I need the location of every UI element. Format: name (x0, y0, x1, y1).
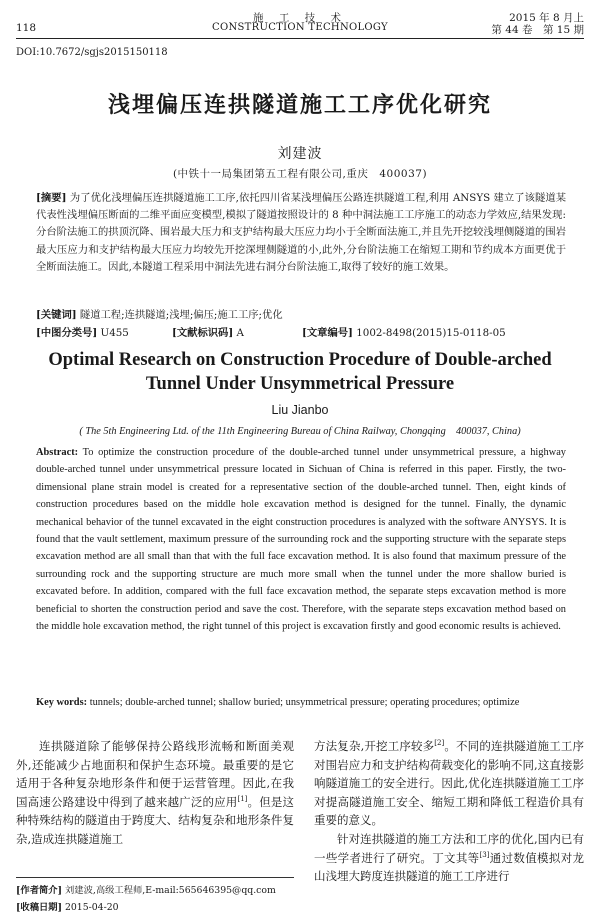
citation-3[interactable]: [3] (479, 850, 490, 859)
received-date-text: 2015-04-20 (64, 902, 119, 913)
issue-date: 2015 年 8 月上 (509, 12, 584, 24)
keywords-cn (36, 306, 566, 321)
journal-name-en: CONSTRUCTION TECHNOLOGY (212, 22, 388, 33)
article-label: [文章编号] (302, 327, 353, 339)
author-bio-text: 刘建波,高级工程师,E-mail:565646395@qq.com (64, 885, 276, 896)
keywords-en (36, 694, 566, 711)
right-para-1 (314, 737, 584, 830)
clc-label: [中图分类号] (36, 327, 98, 339)
citation-2[interactable]: [2] (434, 739, 445, 748)
doc-value: A (236, 327, 244, 339)
intro-text-b: 。但是这种特殊结构的隧道由于跨度大、结构复杂和地形条件复杂,造成连拱隧道施工 (16, 794, 295, 846)
keywords-cn-text: 隧道工程;连拱隧道;浅埋;偏压;施工工序;优化 (79, 309, 283, 321)
right-para-2-a: 针对连拱隧道的施工方法和工序的优化,国内已有一些学者进行了研究。丁文其等 (314, 831, 584, 865)
body-left-column (16, 737, 294, 849)
author-bio (16, 882, 306, 896)
abstract-cn-text: 为了优化浅埋偏压连拱隧道施工工序,依托四川省某浅埋偏压公路连拱隧道工程,利用 ANSYS 建立了该隧道某代表性浅埋偏压断面的二维平面应变模型,模拟了隧道按照设计的 8 种中洞法施工工序施工的动态力学效应,结果发现:分台阶法施工的拱顶沉降、围岩最大压力和支护结构最大压应力均小于全断面法施工,并且先开挖较浅埋侧隧道的围岩最大压应力和支护结构最大压应力均较先开挖深埋侧隧道的小,此外,分台阶法施工在缩短工期和节约成本方面更优于全断面法施工。因此,本隧道工程采用中洞法先进右洞分台阶法施工,取得了较好的施工效果。 (36, 192, 566, 273)
article-value: 1002-8498(2015)15-0118-05 (356, 327, 506, 339)
right-para-2-b: 通过数值模拟对龙山浅埋大跨度连拱隧道的施工工序进行 (314, 850, 585, 884)
page-number: 118 (16, 22, 37, 34)
doc-code (172, 324, 244, 339)
right-para-1-b: 。不同的连拱隧道施工工序对围岩应力和支护结构荷载变化的影响不同,这直接影响隧道施工的安全进行。因此,优化连拱隧道施工工序对提高隧道施工安全、缩短工期和降低工程造价具有重要的意义。 (314, 739, 585, 828)
title-en (0, 348, 600, 396)
keywords-en-label: Key words: (36, 697, 88, 708)
title-en-line2: Tunnel Under Unsymmetrical Pressure (145, 374, 455, 394)
citation-1[interactable]: [1] (237, 794, 248, 803)
clc-value: U455 (100, 327, 129, 339)
affiliation-cn: (中铁十一局集团第五工程有限公司,重庆 400037) (172, 168, 428, 180)
body-right-column (314, 737, 584, 886)
clc-number (36, 324, 129, 339)
affiliation-en: ( The 5th Engineering Ltd. of the 11th Engineering Bureau of China Railway, Chongqing 400037, China) (79, 426, 521, 437)
doc-label: [文献标识码] (172, 327, 234, 339)
right-para-1-a: 方法复杂,开挖工序较多 (314, 739, 435, 753)
abstract-en-label: Abstract: (36, 447, 79, 458)
header-rule (16, 38, 584, 39)
title-en-line1: Optimal Research on Construction Procedure of Double-arched (48, 350, 552, 370)
journal-name-cn: 施 工 技 术 (252, 12, 347, 24)
keywords-cn-label: [关键词] (36, 309, 77, 321)
abstract-en-text: To optimize the construction procedure of the double-arched tunnel under unsymmetrical pressure, a highway double-arched tunnel under unsymmetrical pressure located in Sichuan of China is referred in this paper. Firstly, the two-dimensional plane strain model is created for a representative section of the double-arched tunnel. Then, eight kinds of construction procedures based on the middle hole excavation method is designed for the tunnel. Finally, the dynamic mechanical behavior of the tunnel excavated in the eight construction procedures is analyzed with the software ANYSYS. It is found that the vault settlement, maximum pressure of the surrounding rock and the supporting structure with the separate steps excavation method are all small than that with the full face excavation method. It is also found that maximum pressure of the surrounding rock and the supporting structure are much more small when the tunnel under the more shallow buried is excavated before. In addition, compared with the full face excavation method, the separate steps excavation method is more beneficial to shorten the construction period and save the cost. Therefore, with the separate steps excavation method based on the middle hole excavation method, the right tunnel of this project is excavation firstly and good economic results is achieved. (36, 447, 566, 633)
abstract-en (36, 444, 566, 635)
article-number (302, 324, 506, 339)
abstract-cn-label: [摘要] (36, 192, 67, 204)
footnote-rule (16, 877, 294, 878)
doi: DOI:10.7672/sgjs2015150118 (16, 47, 168, 58)
received-date-label: [收稿日期] (16, 902, 62, 913)
received-date (16, 899, 306, 913)
running-header (16, 10, 584, 36)
author-cn: 刘建波 (277, 146, 323, 162)
volume-issue: 第 44 卷 第 15 期 (491, 24, 584, 36)
keywords-en-text: tunnels; double-arched tunnel; shallow buried; unsymmetrical pressure; operating procedures; optimize (89, 697, 520, 708)
intro-text-a: 连拱隧道除了能够保持公路线形流畅和断面美观外,还能减少占地面积和保护生态环境。最重要的是它适用于各种复杂地形条件和便于运营管理。因此,在我国高速公路建设中得到了越来越广泛的应用 (16, 739, 294, 809)
author-en: Liu Jianbo (271, 403, 329, 417)
abstract-cn (36, 190, 566, 276)
author-bio-label: [作者简介] (16, 885, 62, 896)
right-para-2 (314, 830, 584, 886)
title-cn: 浅埋偏压连拱隧道施工工序优化研究 (107, 92, 492, 118)
